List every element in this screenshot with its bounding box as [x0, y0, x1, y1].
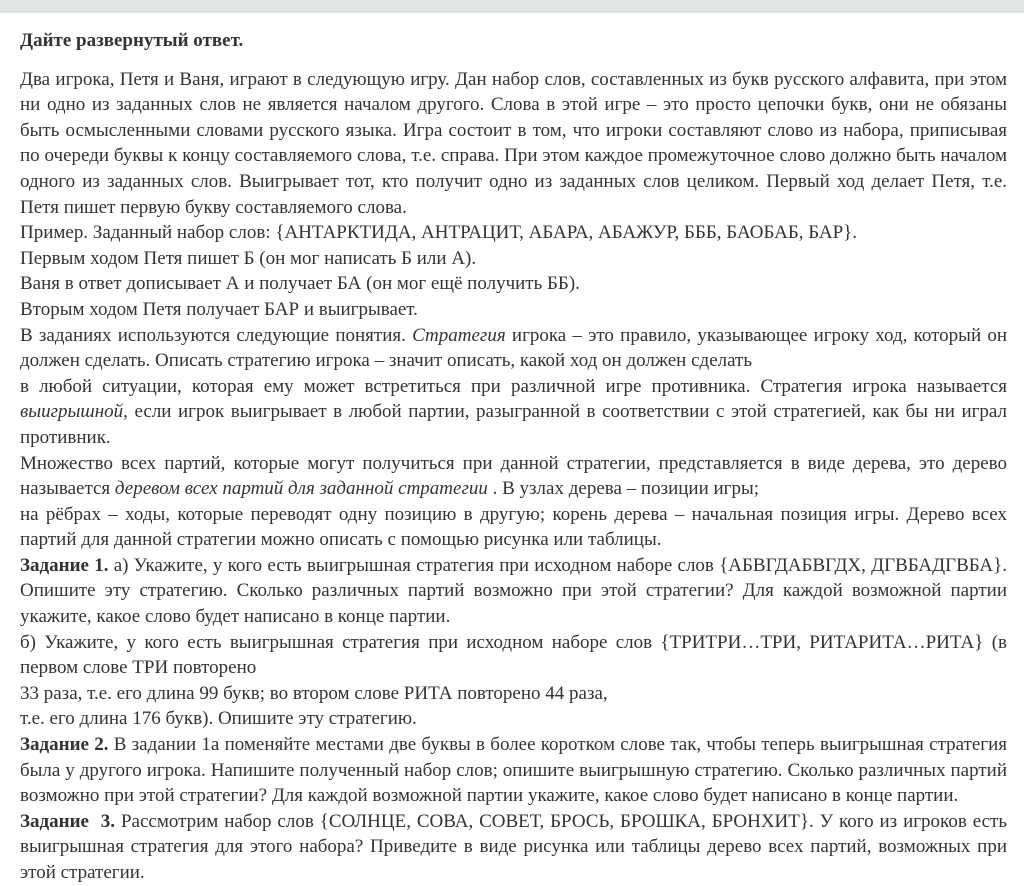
paragraph-task-2 — [20, 732, 1007, 809]
task-2-label: Задание 2. — [20, 734, 109, 756]
paragraph-example-move-1: Первым ходом Петя пишет Б (он мог написать Б или А). — [20, 247, 477, 269]
paragraph-task-1a — [20, 553, 1007, 630]
text-run: б) Укажите, у кого есть выигрышная стратегия при исходном наборе слов {ТРИТРИ…ТРИ, РИТАРИТА…РИТА} (в первом слове ТРИ повторено — [20, 631, 1007, 679]
text-run: , если игрок выигрывает в любой партии, разыгранной в соответствии с этой стратегией, как бы ни играл противник. — [20, 401, 1007, 448]
paragraph-example-move-2: Ваня в ответ дописывает А и получает БА (он мог ещё получить ББ). — [20, 273, 580, 295]
paragraph-task-1b — [20, 630, 1007, 732]
task-3-label: Задание 3. — [20, 810, 116, 832]
italic-term-winning: выигрышной — [20, 401, 124, 423]
paragraph-strategy-definition — [20, 323, 1007, 451]
paragraph-game-rules: Два игрока, Петя и Ваня, играют в следующую игру. Дан набор слов, составленных из букв русского алфавита, при этом ни одно из заданных слов не является началом другого. Слова в этой игре – это просто цепочки букв, они не обязаны быть осмысленными словами русского языка. Игра состоит в том, что игроки составляют слово из набора, приписывая по очереди буквы к концу составляемого слова, т.е. справа. При этом каждое промежуточное слово должно быть началом одного из заданных слов. Выигрывает тот, кто получит одно из заданных слов целиком. Первый ход делает Петя, т.е. Петя пишет первую букву составляемого слова. — [20, 68, 1007, 218]
document-body — [0, 13, 1024, 886]
paragraph-task-3 — [20, 809, 1007, 886]
italic-term-strategy: Стратегия — [412, 324, 506, 346]
text-run: 33 раза, т.е. его длина 99 букв; во втором слове РИТА повторено 44 раза, — [20, 682, 608, 704]
italic-term-tree-of-games: деревом всех партий для заданной стратегии — [114, 478, 488, 500]
text-run: . В узлах дерева – позиции игры; — [487, 478, 760, 500]
top-bar — [0, 0, 1024, 13]
page-title: Дайте развернутый ответ. — [20, 30, 244, 51]
text-run: т.е. его длина 176 букв). Опишите эту стратегию. — [20, 708, 417, 730]
text-run: Множество всех партий, которые могут получиться при данной стратегии, представляется в виде дерева, это дерево называется — [20, 452, 1007, 500]
paragraph-example-move-3: Вторым ходом Петя получает БАР и выигрывает. — [20, 298, 418, 320]
task-1-label: Задание 1. — [20, 554, 109, 576]
text-run: Рассмотрим набор слов {СОЛНЦЕ, СОВА, СОВЕТ, БРОСЬ, БРОШКА, БРОНХИТ}. У кого из игроков есть выигрышная стратегия для этого набора? Приведите в виде рисунка или таблицы дерево всех партий, возможных при этой стратегии. — [20, 810, 1008, 883]
text-run: на рёбрах – ходы, которые переводят одну позицию в другую; корень дерева – начальная позиция игры. Дерево всех партий для данной стратегии можно описать с помощью рисунка или таблицы. — [20, 503, 1007, 551]
text-run: в любой ситуации, которая ему может встретиться при различной игре противника. Стратегия игрока называется — [20, 375, 1007, 397]
text-run: В заданиях используются следующие понятия. — [20, 324, 413, 346]
paragraph-example-set: Пример. Заданный набор слов: {АНТАРКТИДА, АНТРАЦИТ, АБАРА, АБАЖУР, БББ, БАОБАБ, БАР}. — [20, 222, 858, 244]
text-run: игрока – это правило, указывающее игроку ход, который он должен сделать. Описать стратегию игрока – значит описать, какой ход он должен сделать — [20, 324, 1008, 372]
paragraph-game-tree-definition — [20, 451, 1007, 553]
text-run: а) Укажите, у кого есть выигрышная стратегия при исходном наборе слов {АБВГДАБВГДХ, ДГВБАДГВБА}. Опишите эту стратегию. Сколько различных партий возможно при этой стратегии? Для каждой возможной партии укажите, какое слово будет написано в конце партии. — [20, 554, 1007, 628]
text-run: В задании 1а поменяйте местами две буквы в более коротком слове так, чтобы теперь выигрышная стратегия была у другого игрока. Напишите полученный набор слов; опишите выигрышную стратегию. Сколько различных партий возможно при этой стратегии? Для каждой возможной партии укажите, какое слово будет написано в конце партии. — [20, 734, 1007, 807]
